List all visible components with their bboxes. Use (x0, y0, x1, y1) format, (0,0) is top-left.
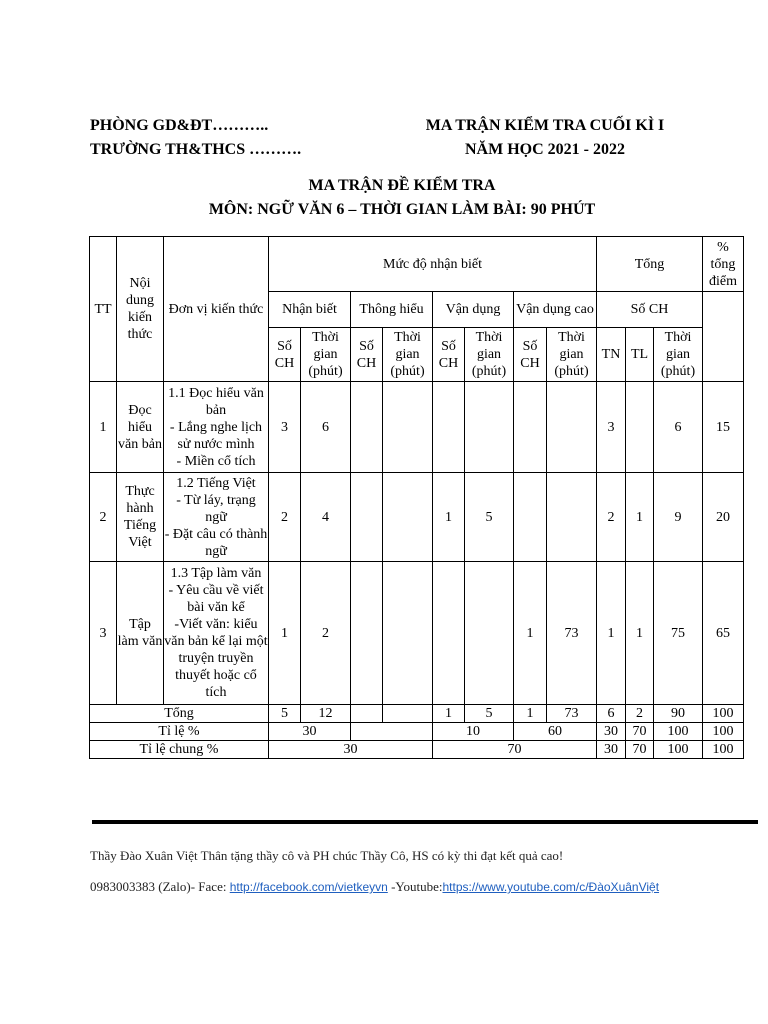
cell-tl: 1 (626, 473, 654, 562)
header-tt: TT (90, 237, 117, 382)
tong-tn: 6 (597, 705, 626, 723)
footer-divider (92, 820, 758, 824)
total-row (90, 705, 744, 723)
cell-tn: 2 (597, 473, 626, 562)
cell-vd-soch (433, 382, 465, 473)
cell-tong-tg: 6 (654, 382, 703, 473)
footer-message: Thầy Đào Xuân Việt Thân tặng thầy cô và PH chúc Thầy Cô, HS có kỳ thi đạt kết quả cao! (90, 848, 564, 863)
header-tl: TL (626, 328, 654, 382)
cell-tong-tg: 75 (654, 562, 703, 705)
tong-pct: 100 (703, 705, 744, 723)
don-vi-line: - Yêu cầu về viết bài văn kể (168, 583, 264, 615)
header-right (380, 114, 710, 162)
tile-chung-tl: 70 (626, 741, 654, 759)
tile-th (351, 723, 433, 741)
youtube-link[interactable]: https://www.youtube.com/c/ĐàoXuânViệt (442, 880, 660, 894)
tile-chung-pct: 100 (703, 741, 744, 759)
tile-chung-b: 70 (433, 741, 597, 759)
header-nb-thoigian: Thời gian (phút) (301, 328, 351, 382)
header-th-soch: Số CH (351, 328, 383, 382)
header-vdc-soch: Số CH (514, 328, 547, 382)
cell-vd-tg (465, 562, 514, 705)
cell-nb-tg: 2 (301, 562, 351, 705)
tile-chung-tn: 30 (597, 741, 626, 759)
tile-pct: 100 (703, 723, 744, 741)
don-vi-line: -Viết văn: kiểu văn bản kể lại một truyện truyền thuyết hoặc cổ tích (164, 617, 268, 700)
cell-th-tg (383, 382, 433, 473)
cell-th-tg (383, 562, 433, 705)
title-line-1: MA TRẬN ĐỀ KIỂM TRA (308, 177, 496, 194)
don-vi-line: 1.3 Tập làm văn (170, 566, 262, 581)
row-noi-dung: Tập làm văn (117, 562, 164, 705)
row-noi-dung: Đọc hiểu văn bản (117, 382, 164, 473)
cell-vd-tg (465, 382, 514, 473)
cell-vdc-tg (547, 382, 597, 473)
header-so-ch-group: Số CH (597, 292, 703, 328)
ratio-row (90, 723, 744, 741)
table-row (90, 562, 744, 705)
header-nb-soch: Số CH (269, 328, 301, 382)
header-tong: Tổng (597, 237, 703, 292)
header-tong-thoigian: Thời gian (phút) (654, 328, 703, 382)
header-vd-soch: Số CH (433, 328, 465, 382)
tong-vdc-tg: 73 (547, 705, 597, 723)
tile-vdc: 60 (514, 723, 597, 741)
header-van-dung: Vận dụng (433, 292, 514, 328)
tile-nb: 30 (269, 723, 351, 741)
tong-nb-soch: 5 (269, 705, 301, 723)
overall-ratio-row (90, 741, 744, 759)
tong-tl: 2 (626, 705, 654, 723)
header-vd-thoigian: Thời gian (phút) (465, 328, 514, 382)
header-left (90, 114, 301, 162)
cell-vdc-tg: 73 (547, 562, 597, 705)
footer-contact (90, 879, 659, 895)
header-vdc-thoigian: Thời gian (phút) (547, 328, 597, 382)
row-tt: 2 (90, 473, 117, 562)
tile-label: Tỉ lệ % (90, 723, 269, 741)
cell-th-soch (351, 473, 383, 562)
don-vi-line: - Miền cổ tích (176, 453, 256, 469)
contact-prefix: 0983003383 (Zalo)- Face: (90, 879, 230, 894)
cell-tn: 3 (597, 382, 626, 473)
row-don-vi (164, 562, 269, 705)
header-noi-dung: Nội dung kiến thức (117, 237, 164, 382)
cell-nb-soch: 3 (269, 382, 301, 473)
header-muc-do: Mức độ nhận biết (269, 237, 597, 292)
row-don-vi (164, 473, 269, 562)
tong-label: Tổng (90, 705, 269, 723)
tong-th-tg (383, 705, 433, 723)
tile-tn: 30 (597, 723, 626, 741)
header-phan-tram: % tổng điểm (703, 237, 744, 292)
tong-tg: 90 (654, 705, 703, 723)
title-line-2: MÔN: NGỮ VĂN 6 – THỜI GIAN LÀM BÀI: 90 PHÚT (208, 201, 596, 218)
tile-tl: 70 (626, 723, 654, 741)
cell-nb-soch: 2 (269, 473, 301, 562)
row-tt: 1 (90, 382, 117, 473)
row-noi-dung: Thực hành Tiếng Việt (117, 473, 164, 562)
don-vi-line: - Từ láy, trạng ngữ (176, 492, 256, 525)
department-label: PHÒNG GD&ĐT……….. (90, 117, 269, 134)
header-th-thoigian: Thời gian (phút) (383, 328, 433, 382)
cell-nb-tg: 4 (301, 473, 351, 562)
cell-phan-tram: 65 (703, 562, 744, 705)
don-vi-line: - Lắng nghe lịch sử nước mình (169, 419, 263, 452)
don-vi-line: 1.1 Đọc hiểu văn bản (168, 385, 264, 418)
cell-vd-soch (433, 562, 465, 705)
tong-nb-tg: 12 (301, 705, 351, 723)
header-don-vi: Đơn vị kiến thức (164, 237, 269, 382)
exam-matrix-table (89, 236, 744, 759)
cell-phan-tram: 20 (703, 473, 744, 562)
cell-vd-soch: 1 (433, 473, 465, 562)
header-tn: TN (597, 328, 626, 382)
don-vi-line: - Đặt câu có thành ngữ (164, 526, 268, 559)
tile-chung-label: Tỉ lệ chung % (90, 741, 269, 759)
cell-vdc-soch (514, 382, 547, 473)
cell-th-soch (351, 382, 383, 473)
cell-tl: 1 (626, 562, 654, 705)
cell-nb-soch: 1 (269, 562, 301, 705)
table-row (90, 382, 744, 473)
cell-vd-tg: 5 (465, 473, 514, 562)
school-year: NĂM HỌC 2021 - 2022 (465, 141, 625, 158)
header-van-dung-cao: Vận dụng cao (514, 292, 597, 328)
tong-vd-tg: 5 (465, 705, 514, 723)
youtube-label: -Youtube: (387, 879, 443, 894)
header-thong-hieu: Thông hiểu (351, 292, 433, 328)
cell-nb-tg: 6 (301, 382, 351, 473)
header-phan-tram-blank (703, 292, 744, 382)
tile-chung-a: 30 (269, 741, 433, 759)
exam-title: MA TRẬN KIỂM TRA CUỐI KÌ I (425, 117, 665, 134)
cell-phan-tram: 15 (703, 382, 744, 473)
cell-vdc-tg (547, 473, 597, 562)
table-row (90, 473, 744, 562)
tong-vd-soch: 1 (433, 705, 465, 723)
tile-vd: 10 (433, 723, 514, 741)
document-title (90, 174, 714, 222)
facebook-link[interactable]: http://facebook.com/vietkeyvn (229, 880, 388, 894)
cell-vdc-soch: 1 (514, 562, 547, 705)
tile-chung-tg: 100 (654, 741, 703, 759)
cell-th-soch (351, 562, 383, 705)
row-don-vi (164, 382, 269, 473)
cell-vdc-soch (514, 473, 547, 562)
tile-tg: 100 (654, 723, 703, 741)
tong-th-soch (351, 705, 383, 723)
school-label: TRƯỜNG TH&THCS ………. (90, 141, 302, 158)
cell-tn: 1 (597, 562, 626, 705)
cell-tl (626, 382, 654, 473)
cell-th-tg (383, 473, 433, 562)
don-vi-line: 1.2 Tiếng Việt (176, 475, 256, 491)
header-row-1 (90, 237, 744, 292)
tong-vdc-soch: 1 (514, 705, 547, 723)
cell-tong-tg: 9 (654, 473, 703, 562)
header-nhan-biet: Nhận biết (269, 292, 351, 328)
row-tt: 3 (90, 562, 117, 705)
